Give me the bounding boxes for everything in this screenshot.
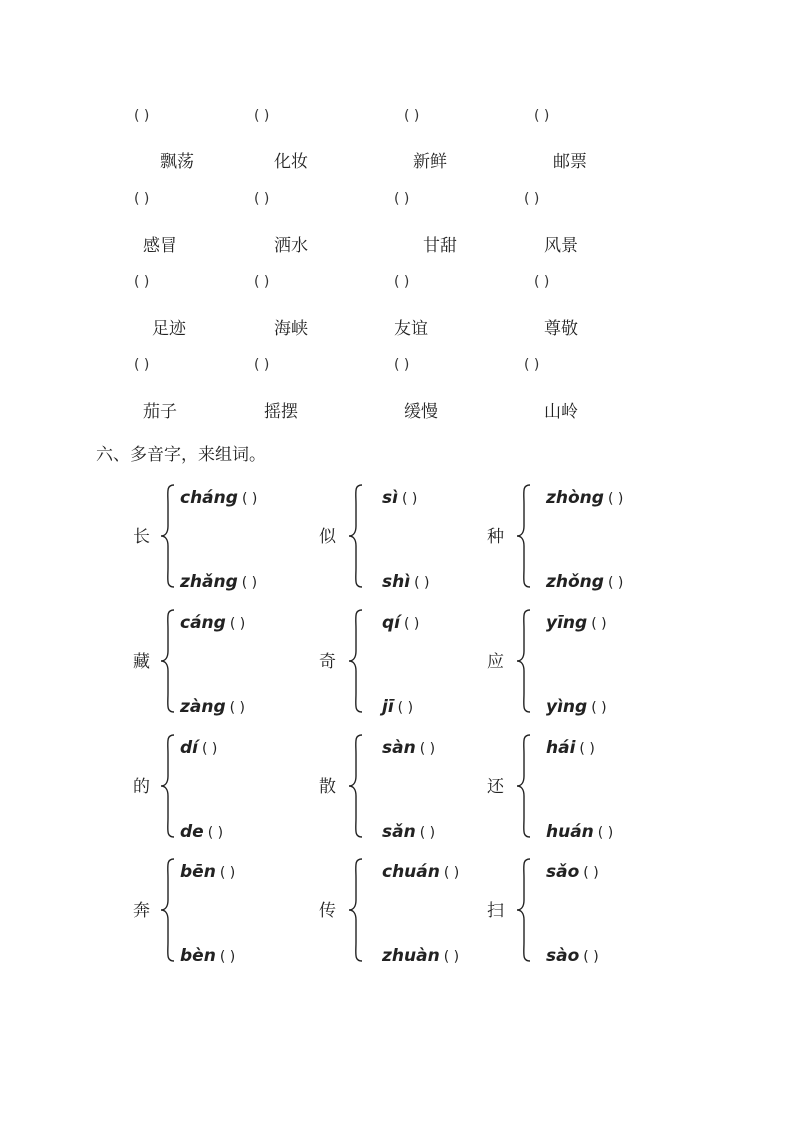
answer-blank[interactable]: ( ) <box>229 616 246 632</box>
brace-icon <box>348 858 364 962</box>
brace-icon <box>348 734 364 838</box>
answer-blank[interactable]: ( ) <box>404 108 420 124</box>
polyphone-character: 长 <box>133 527 150 547</box>
polyphone-character: 散 <box>319 777 336 797</box>
pinyin-top <box>180 613 245 633</box>
answer-blank[interactable]: ( ) <box>534 108 550 124</box>
answer-blank[interactable]: ( ) <box>254 191 270 207</box>
answer-blank[interactable]: ( ) <box>607 575 624 591</box>
brace-icon <box>348 484 364 588</box>
pinyin-text: sì <box>382 488 398 508</box>
brace-icon <box>516 858 532 962</box>
answer-blank[interactable]: ( ) <box>241 491 258 507</box>
polyphone-character: 传 <box>319 901 336 921</box>
pinyin-top <box>180 738 217 758</box>
answer-blank[interactable]: ( ) <box>134 357 150 373</box>
pinyin-bottom <box>180 572 257 592</box>
pinyin-top <box>382 488 417 508</box>
pinyin-text: zhuàn <box>382 946 440 966</box>
pinyin-text: sào <box>546 946 580 966</box>
answer-blank[interactable]: ( ) <box>394 274 410 290</box>
answer-blank[interactable]: ( ) <box>419 825 436 841</box>
pinyin-bottom <box>546 946 599 966</box>
answer-blank[interactable]: ( ) <box>583 865 599 881</box>
answer-blank[interactable]: ( ) <box>394 357 410 373</box>
answer-blank[interactable]: ( ) <box>254 108 270 124</box>
answer-blank[interactable]: ( ) <box>229 700 246 716</box>
answer-blank[interactable]: ( ) <box>524 191 540 207</box>
pinyin-text: shì <box>382 572 411 592</box>
vocab-word: 飘荡 <box>160 152 194 172</box>
vocab-word: 山岭 <box>544 402 578 422</box>
pinyin-text: zhòng <box>546 488 604 508</box>
pinyin-text: sǎo <box>546 862 580 882</box>
vocab-word: 摇摆 <box>264 402 298 422</box>
pinyin-text: jī <box>382 697 394 717</box>
pinyin-text: huán <box>546 822 594 842</box>
polyphone-character: 种 <box>487 527 504 547</box>
pinyin-text: sàn <box>382 738 416 758</box>
pinyin-top <box>382 738 435 758</box>
pinyin-top <box>546 738 595 758</box>
answer-blank[interactable]: ( ) <box>134 274 150 290</box>
vocab-word: 缓慢 <box>404 402 438 422</box>
pinyin-top <box>180 862 235 882</box>
polyphone-character: 似 <box>319 527 336 547</box>
vocab-word: 甘甜 <box>423 236 457 256</box>
brace-icon <box>516 734 532 838</box>
answer-blank[interactable]: ( ) <box>219 949 236 965</box>
vocab-word: 化妆 <box>274 152 308 172</box>
answer-blank[interactable]: ( ) <box>414 575 430 591</box>
answer-blank[interactable]: ( ) <box>443 949 460 965</box>
answer-blank[interactable]: ( ) <box>524 357 540 373</box>
polyphone-character: 奇 <box>319 652 336 672</box>
vocab-word: 感冒 <box>143 236 177 256</box>
pinyin-text: cháng <box>180 488 238 508</box>
answer-blank[interactable]: ( ) <box>134 191 150 207</box>
pinyin-bottom <box>546 572 623 592</box>
pinyin-text: dí <box>180 738 198 758</box>
pinyin-text: zhǎng <box>180 572 238 592</box>
brace-icon <box>160 858 176 962</box>
pinyin-bottom <box>180 697 245 717</box>
answer-blank[interactable]: ( ) <box>607 491 624 507</box>
answer-blank[interactable]: ( ) <box>202 741 218 757</box>
pinyin-text: sǎn <box>382 822 416 842</box>
answer-blank[interactable]: ( ) <box>591 700 607 716</box>
pinyin-text: zhǒng <box>546 572 604 592</box>
pinyin-bottom <box>180 946 235 966</box>
polyphone-character: 藏 <box>133 652 150 672</box>
vocab-word: 风景 <box>544 236 578 256</box>
answer-blank[interactable]: ( ) <box>219 865 236 881</box>
answer-blank[interactable]: ( ) <box>254 274 270 290</box>
pinyin-bottom <box>546 697 607 717</box>
pinyin-top <box>180 488 257 508</box>
answer-blank[interactable]: ( ) <box>419 741 436 757</box>
pinyin-top <box>546 862 599 882</box>
brace-icon <box>516 484 532 588</box>
answer-blank[interactable]: ( ) <box>597 825 614 841</box>
pinyin-bottom <box>382 697 413 717</box>
vocab-word: 洒水 <box>274 236 308 256</box>
vocab-word: 邮票 <box>553 152 587 172</box>
polyphone-character: 奔 <box>133 901 150 921</box>
answer-blank[interactable]: ( ) <box>207 825 224 841</box>
answer-blank[interactable]: ( ) <box>404 616 420 632</box>
vocab-word: 友谊 <box>394 319 428 339</box>
pinyin-text: yīng <box>546 613 588 633</box>
pinyin-text: cáng <box>180 613 226 633</box>
pinyin-top <box>546 613 607 633</box>
brace-icon <box>160 484 176 588</box>
answer-blank[interactable]: ( ) <box>591 616 607 632</box>
pinyin-bottom <box>180 822 223 842</box>
answer-blank[interactable]: ( ) <box>534 274 550 290</box>
polyphone-character: 扫 <box>487 901 504 921</box>
answer-blank[interactable]: ( ) <box>254 357 270 373</box>
section-title: 六、多音字，来组词。 <box>96 445 266 465</box>
polyphone-character: 应 <box>487 652 504 672</box>
answer-blank[interactable]: ( ) <box>241 575 258 591</box>
pinyin-bottom <box>382 822 435 842</box>
pinyin-top <box>382 862 459 882</box>
pinyin-bottom <box>382 946 459 966</box>
pinyin-text: bēn <box>180 862 216 882</box>
vocab-word: 茄子 <box>143 402 177 422</box>
brace-icon <box>348 609 364 713</box>
polyphone-character: 的 <box>133 777 150 797</box>
pinyin-text: chuán <box>382 862 440 882</box>
pinyin-bottom <box>382 572 429 592</box>
brace-icon <box>160 734 176 838</box>
brace-icon <box>160 609 176 713</box>
pinyin-text: hái <box>546 738 576 758</box>
polyphone-character: 还 <box>487 777 504 797</box>
pinyin-text: yìng <box>546 697 588 717</box>
answer-blank[interactable]: ( ) <box>397 700 414 716</box>
pinyin-text: de <box>180 822 204 842</box>
vocab-word: 尊敬 <box>544 319 578 339</box>
pinyin-text: zàng <box>180 697 226 717</box>
answer-blank[interactable]: ( ) <box>394 191 410 207</box>
answer-blank[interactable]: ( ) <box>579 741 595 757</box>
answer-blank[interactable]: ( ) <box>134 108 150 124</box>
answer-blank[interactable]: ( ) <box>583 949 599 965</box>
pinyin-top <box>546 488 623 508</box>
brace-icon <box>516 609 532 713</box>
pinyin-text: qí <box>382 613 400 633</box>
pinyin-text: bèn <box>180 946 216 966</box>
vocab-word: 足迹 <box>152 319 186 339</box>
pinyin-bottom <box>546 822 613 842</box>
answer-blank[interactable]: ( ) <box>443 865 460 881</box>
answer-blank[interactable]: ( ) <box>401 491 418 507</box>
vocab-word: 新鲜 <box>413 152 447 172</box>
pinyin-top <box>382 613 419 633</box>
vocab-word: 海峡 <box>274 319 308 339</box>
